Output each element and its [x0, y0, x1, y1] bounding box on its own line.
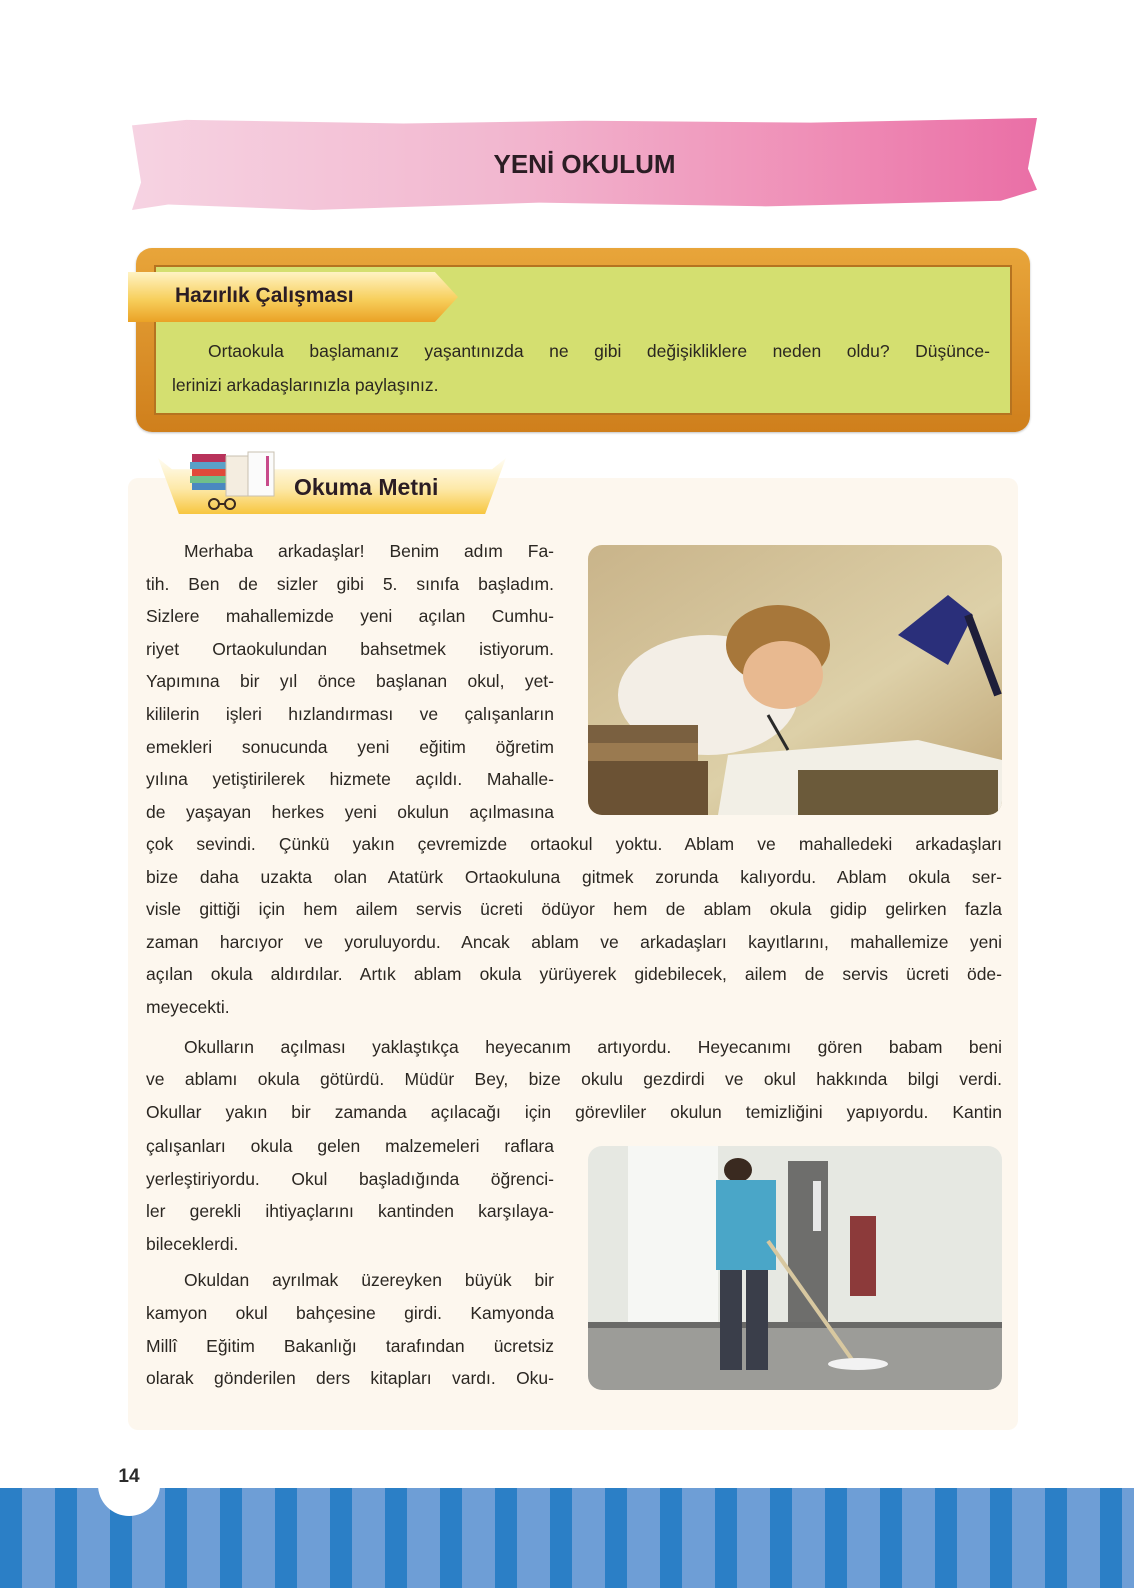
text-line: Merhaba arkadaşlar! Benim adım Fa- — [184, 541, 554, 561]
text-line: Millî Eğitim Bakanlığı tarafından ücretsiz — [146, 1335, 554, 1356]
footer-stripes — [0, 1488, 1134, 1588]
preparation-heading: Hazırlık Çalışması — [175, 284, 354, 307]
text-line: bize daha uzakta olan Atatürk Ortaokuluna gitmek zorunda kalıyordu. Ablam okula ser- — [146, 866, 1002, 887]
text-line: yerleştiriyordu. Okul başladığında öğrenci- — [146, 1168, 554, 1189]
text-line: tih. Ben de sizler gibi 5. sınıfa başladım. — [146, 573, 554, 594]
reading-paragraph-1 — [146, 535, 554, 828]
text-line: emekleri sonucunda yeni eğitim öğretim — [146, 736, 554, 757]
reading-paragraph-3 — [146, 1130, 554, 1395]
text-line: ve ablamı okula götürdü. Müdür Bey, bize okulu gezdirdi ve okul hakkında bilgi verdi. — [146, 1069, 1002, 1090]
text-line: çok sevindi. Çünkü yakın çevremizde ortaokul yoktu. Ablam ve mahalledeki arkadaşları — [146, 834, 1002, 854]
books-with-glasses-icon — [186, 446, 284, 512]
text-line: kamyon okul bahçesine girdi. Kamyonda — [146, 1302, 554, 1323]
text-line: meyecekti. — [146, 996, 230, 1017]
text-line: yılına yetiştirilerek hizmete açıldı. Mahalle- — [146, 769, 554, 790]
preparation-line: Ortaokula başlamanız yaşantınızda ne gibi değişikliklere neden oldu? Düşünce- — [208, 341, 990, 361]
text-line: riyet Ortaokulundan bahsetmek istiyorum. — [146, 638, 554, 659]
photo-hallway-cleaning — [588, 1146, 1002, 1390]
text-line: ler gerekli ihtiyaçlarını kantinden karşılaya- — [146, 1201, 554, 1222]
preparation-text — [172, 334, 990, 402]
reading-paragraph-2 — [146, 828, 1002, 1128]
text-line: bileceklerdi. — [146, 1233, 239, 1254]
text-line: açılan okula aldırdılar. Artık ablam okula yürüyerek gidebilecek, ailem de servis ücreti öde- — [146, 964, 1002, 985]
preparation-line: lerinizi arkadaşlarınızla paylaşınız. — [172, 375, 439, 395]
text-line: zaman harcıyor ve yoruluyordu. Ancak ablam ve arkadaşları kayıtlarını, mahallemize yeni — [146, 931, 1002, 952]
photo-boy-studying — [588, 545, 1002, 815]
text-line: Okulların açılması yaklaştıkça heyecanım artıyordu. Heyecanımı gören babam beni — [184, 1036, 1002, 1057]
text-line: Okullar yakın bir zamanda açılacağı için görevliler okulun temizliğini yapıyordu. Kantin — [146, 1101, 1002, 1122]
text-line: Okuldan ayrılmak üzereyken büyük bir — [184, 1270, 554, 1291]
text-line: kililerin işleri hızlandırması ve çalışanların — [146, 703, 554, 724]
page-number: 14 — [118, 1466, 140, 1487]
text-line: Yapımına bir yıl önce başlanan okul, yet- — [146, 671, 554, 692]
text-line: Sizlere mahallemizde yeni açılan Cumhu- — [146, 606, 554, 627]
text-line: de yaşayan herkes yeni okulun açılmasına — [146, 801, 554, 822]
text-line: olarak gönderilen ders kitapları vardı. Oku- — [146, 1368, 554, 1389]
page-title: YENİ OKULUM — [493, 148, 676, 179]
reading-heading: Okuma Metni — [294, 474, 439, 500]
text-line: visle gittiği için hem ailem servis ücreti ödüyor hem de ablam okula gidip gelirken fazla — [146, 899, 1002, 920]
text-line: çalışanları okula gelen malzemeleri raflara — [146, 1136, 554, 1156]
